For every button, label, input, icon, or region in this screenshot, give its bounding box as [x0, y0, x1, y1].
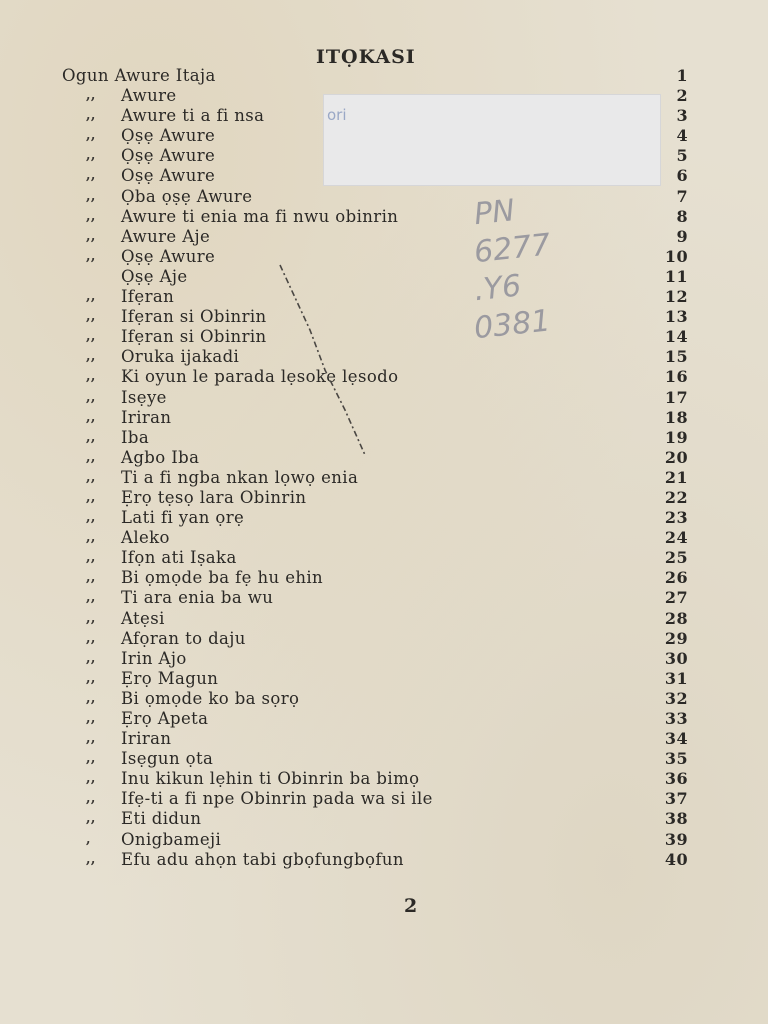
toc-entry [0, 187, 768, 207]
ditto-mark: ,, [86, 389, 96, 405]
toc-entry-label: Ifẹran [121, 287, 175, 307]
toc-entry-label: Ẹrọ Magun [121, 668, 219, 688]
ditto-mark: ,, [86, 349, 96, 365]
shelfmark-line: PN [472, 193, 517, 233]
toc-entry-label: Ti ara enia ba wu [121, 588, 274, 608]
toc-entry [0, 227, 768, 247]
ditto-mark: ,, [86, 791, 96, 807]
ditto-mark: ,, [86, 751, 96, 767]
toc-entry-number: 2 [676, 86, 688, 106]
ditto-mark: ,, [86, 570, 96, 586]
toc-entry-label: Irin Ajo [121, 648, 187, 668]
toc-entry-number: 25 [664, 548, 688, 568]
toc-entry-number: 20 [664, 447, 688, 467]
toc-entry-label: Ọba ọṣẹ Awure [121, 186, 253, 206]
toc-entry-number: 40 [664, 849, 688, 869]
toc-entry-label: Ifẹran si Obinrin [121, 327, 267, 347]
toc-entry-number: 13 [664, 307, 688, 327]
pencil-scratch-mark [270, 260, 390, 460]
ditto-mark: ,, [86, 630, 96, 646]
toc-entry-number: 21 [664, 467, 688, 487]
shelfmark-line: 6277 [472, 227, 553, 271]
ditto-mark: ,, [86, 449, 96, 465]
ditto-mark: ,, [86, 530, 96, 546]
toc-entry-label: Afọran to daju [121, 628, 246, 648]
toc-entry-label: Agbo Iba [121, 447, 200, 467]
toc-entry-label: Lati fi yan ọrẹ [121, 508, 245, 528]
toc-entry-label: Oṣẹ Awure [121, 166, 216, 186]
toc-entry-number: 26 [664, 568, 688, 588]
toc-entry-label: Ọṣẹ Aje [121, 266, 188, 286]
toc-entry [0, 568, 768, 588]
toc-entry-label: Ti a fi ngba nkan lọwọ enia [121, 467, 359, 487]
toc-entry-number: 9 [676, 226, 688, 246]
toc-entry-label: Ọṣẹ Awure [121, 146, 216, 166]
ditto-mark: ,, [86, 731, 96, 747]
toc-entry-number: 29 [664, 628, 688, 648]
ditto-mark: ,, [86, 650, 96, 666]
shelfmark-line: .Y6 [472, 268, 523, 309]
toc-entry-number: 12 [664, 287, 688, 307]
shelfmark-line: 0381 [472, 303, 553, 347]
toc-entry [0, 850, 768, 870]
toc-entry [0, 649, 768, 669]
toc-entry-number: 24 [664, 528, 688, 548]
toc-entry-number: 7 [676, 186, 688, 206]
toc-entry-label: Atẹsi [121, 608, 165, 628]
toc-entry-label: Bi ọmọde ba fẹ hu ehin [121, 568, 324, 588]
ditto-mark: ,, [86, 771, 96, 787]
toc-entry-number: 23 [664, 508, 688, 528]
toc-entry-number: 33 [664, 709, 688, 728]
ditto-mark: ,, [86, 289, 96, 305]
ditto-mark: ,, [86, 108, 96, 124]
toc-entry-label: Isẹye [121, 387, 167, 407]
toc-entry-number: 31 [664, 668, 688, 688]
toc-entry-label: Ifẹ-ti a fi npe Obinrin pada wa si ile [121, 789, 433, 809]
toc-entry-number: 3 [676, 106, 688, 126]
toc-entry-label: Ifọn ati Iṣaka [121, 548, 237, 568]
toc-entry-label: Ọṣẹ Awure [121, 126, 216, 146]
toc-entry [0, 809, 768, 829]
toc-entry-number: 16 [664, 367, 688, 387]
ditto-mark: ,, [86, 228, 96, 244]
ditto-mark: ,, [86, 369, 96, 385]
ditto-mark: ,, [86, 168, 96, 184]
toc-entry-number: 15 [664, 347, 688, 367]
toc-entry-label: Aleko [121, 528, 170, 548]
toc-entry-label: Iba [121, 427, 150, 447]
toc-entry-number: 17 [664, 387, 688, 407]
ditto-mark: ,, [86, 690, 96, 706]
toc-entry-label: Awure [121, 86, 177, 106]
ditto-mark: ,, [86, 670, 96, 686]
toc-entry-number: 27 [664, 588, 688, 608]
toc-entry [0, 207, 768, 227]
toc-entry-number: 14 [664, 327, 688, 347]
ditto-mark: ,, [86, 550, 96, 566]
toc-entry [0, 689, 768, 709]
toc-entry-number: 30 [664, 648, 688, 668]
handwritten-shelfmark [472, 190, 594, 347]
toc-entry-number: 4 [676, 126, 688, 146]
ditto-mark: ,, [86, 489, 96, 505]
ditto-mark: ,, [86, 329, 96, 345]
toc-entry-number: 5 [676, 146, 688, 166]
toc-entry [0, 609, 768, 629]
toc-entry-label: Iriran [121, 407, 172, 427]
toc-entry [0, 508, 768, 528]
toc-entry [0, 789, 768, 809]
toc-entry-number: 32 [664, 688, 688, 708]
toc-entry-number: 6 [676, 166, 688, 186]
toc-entry [0, 769, 768, 789]
toc-entry-label: Oruka ijakadi [121, 347, 240, 367]
ditto-mark: ,, [86, 128, 96, 144]
toc-entry [0, 66, 768, 86]
toc-entry [0, 729, 768, 749]
toc-entry-number: 38 [664, 809, 688, 829]
ditto-mark: ,, [86, 148, 96, 164]
toc-entry-label: Ẹrọ Apeta [121, 709, 209, 728]
ditto-mark: ,, [86, 309, 96, 325]
sticker-text: ori [327, 106, 347, 124]
ditto-mark: ,, [86, 590, 96, 606]
toc-entry-number: 35 [664, 749, 688, 769]
toc-entry-number: 34 [664, 729, 688, 749]
toc-entry [0, 548, 768, 568]
ditto-mark: ,, [86, 208, 96, 224]
toc-entry [0, 588, 768, 608]
toc-entry-label: Onigbameji [121, 829, 222, 849]
ditto-mark: ,, [86, 711, 96, 726]
table-of-contents [0, 66, 768, 870]
toc-entry-label: Awure Aje [121, 226, 211, 246]
toc-entry [0, 528, 768, 548]
toc-entry-label: Awure ti enia ma fi nwu obinrin [121, 206, 399, 226]
toc-entry [0, 709, 768, 729]
ditto-mark: ,, [86, 811, 96, 827]
toc-entry-label: Inu kikun lẹhin ti Obinrin ba bimọ [121, 769, 420, 789]
toc-entry-label: Awure ti a fi nsa [121, 106, 265, 126]
ditto-mark: ,, [86, 469, 96, 485]
ditto-mark: ,, [86, 851, 96, 867]
toc-entry-label: Eti didun [121, 809, 202, 829]
toc-entry-label: Ifẹran si Obinrin [121, 307, 267, 327]
page-number: 2 [404, 895, 418, 917]
ditto-mark: ,, [86, 429, 96, 445]
toc-entry-number: 36 [664, 769, 688, 789]
library-sticker [323, 94, 661, 186]
toc-entry-label: Ki oyun le parada lẹsoke lẹsodo [121, 367, 399, 387]
toc-entry-number: 8 [676, 206, 688, 226]
toc-entry-number: 39 [664, 829, 688, 849]
toc-entry [0, 749, 768, 769]
toc-entry-label: Efu adu ahọn tabi gbọfungbọfun [121, 849, 404, 869]
toc-entry [0, 830, 768, 850]
toc-entry [0, 468, 768, 488]
toc-entry [0, 488, 768, 508]
toc-entry-label: Isẹgun ọta [121, 749, 214, 769]
toc-entry-number: 11 [664, 266, 688, 286]
toc-entry-label: Iriran [121, 729, 172, 749]
toc-entry [0, 669, 768, 689]
toc-entry-number: 22 [664, 487, 688, 507]
toc-entry-number: 19 [664, 427, 688, 447]
toc-entry-label: Ọṣẹ Awure [121, 246, 216, 266]
ditto-mark: ,, [86, 610, 96, 626]
toc-entry-label: Ẹrọ tẹsọ lara Obinrin [121, 487, 307, 507]
ditto-mark: ,, [86, 88, 96, 104]
toc-entry [0, 629, 768, 649]
ditto-mark: ,, [86, 188, 96, 204]
ditto-mark: ,, [86, 510, 96, 526]
ditto-mark: ,, [86, 248, 96, 264]
toc-entry-number: 1 [676, 66, 688, 85]
toc-entry-label: Bi ọmọde ko ba sọrọ [121, 688, 300, 708]
ditto-mark: ,, [86, 409, 96, 425]
toc-entry-number: 37 [664, 789, 688, 809]
toc-entry-label: Ogun Awure Itaja [62, 66, 216, 85]
toc-entry-number: 10 [664, 246, 688, 266]
toc-entry-number: 18 [664, 407, 688, 427]
page-title: ITỌKASI [316, 46, 416, 68]
toc-entry-number: 28 [664, 608, 688, 628]
ditto-mark: , [86, 831, 91, 847]
